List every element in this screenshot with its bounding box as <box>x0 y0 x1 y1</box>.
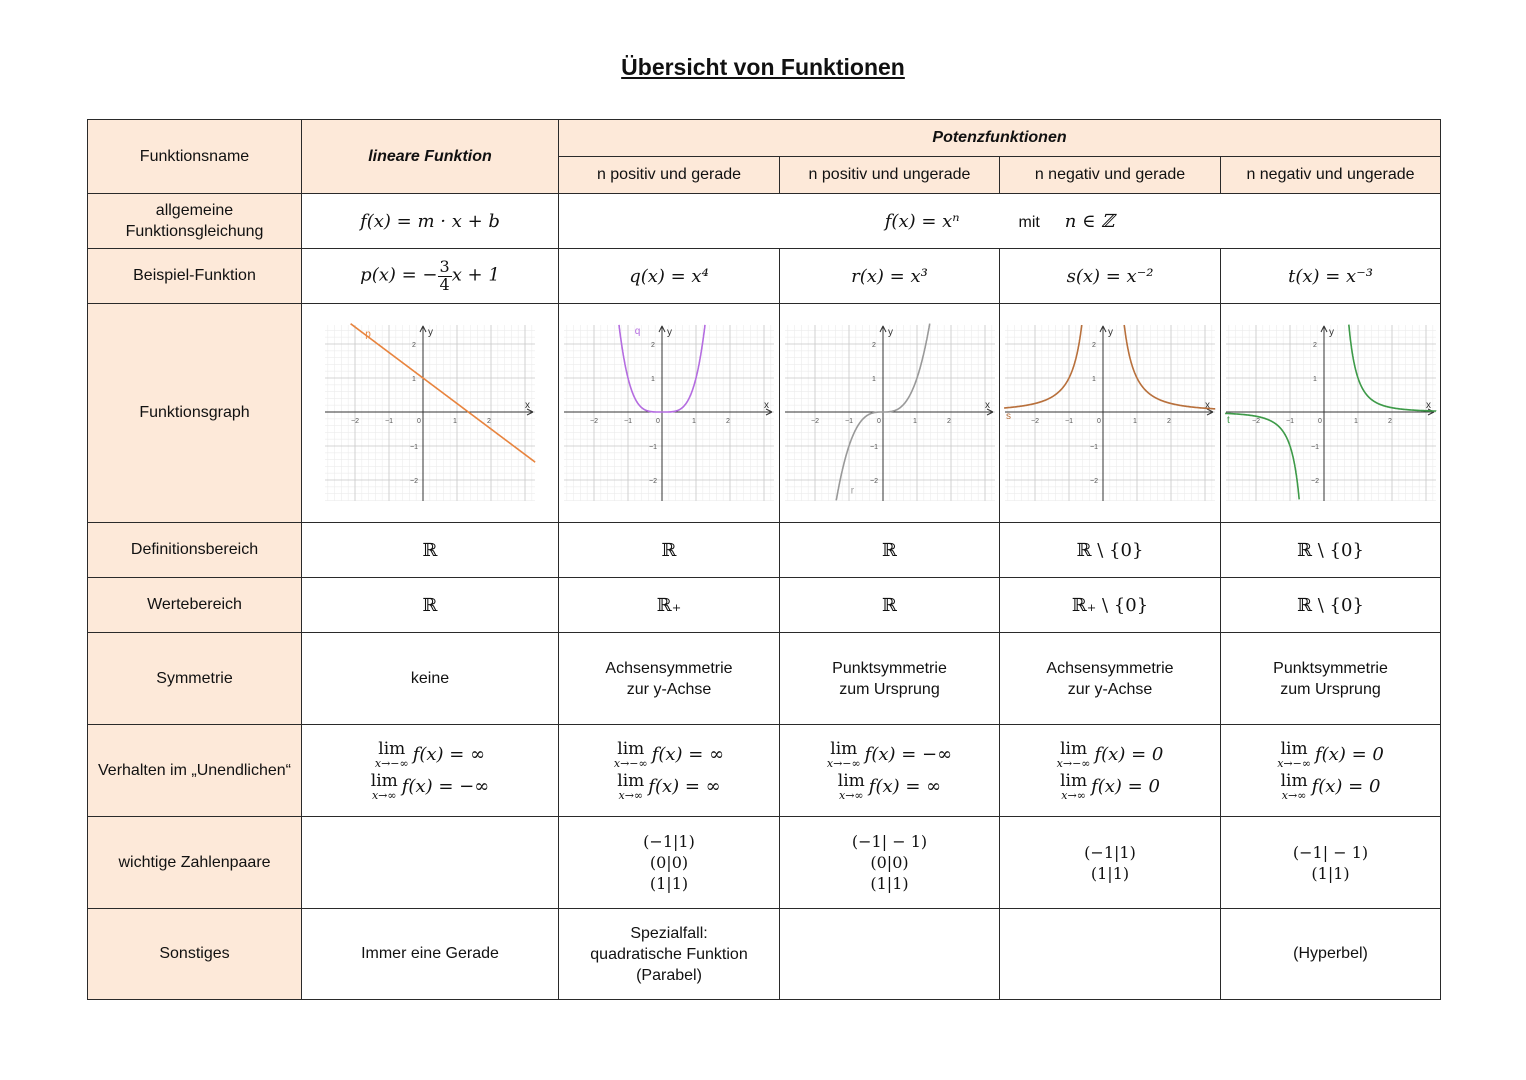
cell-verhalten-q: lim x→−∞ f(x) = ∞ lim x→∞ f(x) = ∞ <box>559 725 780 817</box>
cell-definition-linear: ℝ <box>302 523 559 578</box>
curve-label-p: p <box>365 329 371 341</box>
label-beispiel: Beispiel-Funktion <box>88 249 302 304</box>
cell-symmetrie-t: Punktsymmetrie zum Ursprung <box>1221 633 1441 725</box>
cell-beispiel-s: s(x) = x⁻² <box>1000 249 1221 304</box>
cell-definition-r: ℝ <box>780 523 1000 578</box>
cell-verhalten-s: lim x→−∞ f(x) = 0 lim x→∞ f(x) = 0 <box>1000 725 1221 817</box>
cell-allgemein-potenz <box>559 194 1441 249</box>
cell-verhalten-r: lim x→−∞ f(x) = −∞ lim x→∞ f(x) = ∞ <box>780 725 1000 817</box>
x-tick-label: −1 <box>1065 418 1073 425</box>
cell-werte-t: ℝ \ {0} <box>1221 578 1441 633</box>
x-axis-label: x <box>984 400 990 411</box>
cell-graph-r <box>780 304 1000 523</box>
x-tick-label: −2 <box>1251 418 1260 425</box>
formula-menge: n ∈ ℤ <box>1064 210 1115 232</box>
x-tick-label: 1 <box>692 418 696 425</box>
y-tick-label: −2 <box>1090 478 1098 485</box>
y-tick-label: 2 <box>651 342 655 349</box>
header-funktionsname: Funktionsname <box>88 120 302 194</box>
label-symmetrie: Symmetrie <box>88 633 302 725</box>
cell-symmetrie-s: Achsensymmetrie zur y-Achse <box>1000 633 1221 725</box>
y-axis-label: y <box>428 327 433 338</box>
page-title: Übersicht von Funktionen <box>621 54 905 80</box>
graph-p <box>323 323 537 503</box>
cell-werte-linear: ℝ <box>302 578 559 633</box>
x-tick-label: −1 <box>844 418 853 425</box>
curve-label-t: t <box>1226 415 1230 426</box>
x-tick-label: 2 <box>1167 418 1171 425</box>
graph-q <box>562 323 776 503</box>
x-tick-label: −1 <box>1285 418 1294 425</box>
cell-verhalten-linear: lim x→−∞ f(x) = ∞ lim x→∞ f(x) = −∞ <box>302 725 559 817</box>
y-tick-label: 2 <box>1312 342 1317 349</box>
cell-definition-q: ℝ <box>559 523 780 578</box>
cell-graph-p <box>302 304 559 523</box>
y-tick-label: −2 <box>410 478 418 485</box>
x-tick-label: 0 <box>876 418 881 425</box>
y-tick-label: 1 <box>871 376 876 383</box>
cell-beispiel-r: r(x) = x³ <box>780 249 1000 304</box>
x-axis-label: x <box>1425 400 1431 411</box>
label-definition: Definitionsbereich <box>88 523 302 578</box>
x-tick-label: 1 <box>453 418 457 425</box>
x-tick-label: −2 <box>590 418 598 425</box>
header-potenzfunktionen: Potenzfunktionen <box>559 120 1441 157</box>
x-tick-label: 0 <box>656 418 660 425</box>
x-tick-label: −2 <box>351 418 359 425</box>
x-tick-label: 0 <box>1097 418 1101 425</box>
y-tick-label: −1 <box>410 444 418 451</box>
y-tick-label: −1 <box>1090 444 1098 451</box>
cell-zahlenpaare-linear <box>302 817 559 909</box>
y-axis-label: y <box>1328 327 1334 338</box>
cell-definition-t: ℝ \ {0} <box>1221 523 1441 578</box>
y-tick-label: −2 <box>649 478 657 485</box>
cell-sonstiges-r <box>780 909 1000 1000</box>
graph-s <box>1003 323 1217 503</box>
y-tick-label: 1 <box>651 376 655 383</box>
y-tick-label: −2 <box>1310 478 1319 485</box>
header-n-negativ-ungerade: n negativ und ungerade <box>1221 157 1441 194</box>
cell-symmetrie-r: Punktsymmetrie zum Ursprung <box>780 633 1000 725</box>
label-sonstiges: Sonstiges <box>88 909 302 1000</box>
y-tick-label: 1 <box>1312 376 1317 383</box>
curve-label-s: s <box>1006 411 1011 422</box>
x-tick-label: 2 <box>726 418 730 425</box>
header-n-negativ-gerade: n negativ und gerade <box>1000 157 1221 194</box>
y-tick-label: −1 <box>1310 444 1319 451</box>
x-tick-label: 2 <box>487 418 491 425</box>
y-tick-label: −2 <box>869 478 878 485</box>
header-n-positiv-gerade: n positiv und gerade <box>559 157 780 194</box>
y-tick-label: 1 <box>1092 376 1096 383</box>
cell-werte-r: ℝ <box>780 578 1000 633</box>
x-axis-label: x <box>764 400 769 411</box>
y-axis-label: y <box>1108 327 1113 338</box>
x-axis-label: x <box>1205 400 1210 411</box>
y-axis-label: y <box>887 327 893 338</box>
label-zahlenpaare: wichtige Zahlenpaare <box>88 817 302 909</box>
cell-graph-t <box>1221 304 1441 523</box>
cell-beispiel-t: t(x) = x⁻³ <box>1221 249 1441 304</box>
cell-symmetrie-linear: keine <box>302 633 559 725</box>
header-n-positiv-ungerade: n positiv und ungerade <box>780 157 1000 194</box>
header-lineare-funktion: lineare Funktion <box>302 120 559 194</box>
function-overview-table <box>87 119 1441 1000</box>
cell-sonstiges-q: Spezialfall: quadratische Funktion (Parabel) <box>559 909 780 1000</box>
x-axis-label: x <box>525 400 530 411</box>
cell-beispiel-linear: p(x) = − $\frac{3}{4}$ x + 1 <box>302 249 559 304</box>
y-tick-label: 2 <box>871 342 876 349</box>
cell-zahlenpaare-s: (−1|1) (1|1) <box>1000 817 1221 909</box>
cell-werte-s: ℝ₊ \ {0} <box>1000 578 1221 633</box>
curve-p <box>351 324 536 462</box>
cell-zahlenpaare-r: (−1| − 1) (0|0) (1|1) <box>780 817 1000 909</box>
y-tick-label: 2 <box>412 342 416 349</box>
x-tick-label: −2 <box>810 418 819 425</box>
label-werte: Wertebereich <box>88 578 302 633</box>
formula-potenz: f(x) = xⁿ <box>884 210 960 232</box>
y-tick-label: 1 <box>412 376 416 383</box>
curve-label-r: r <box>850 485 854 497</box>
label-verhalten: Verhalten im „Unendlichen“ <box>88 725 302 817</box>
label-graph: Funktionsgraph <box>88 304 302 523</box>
cell-werte-q: ℝ₊ <box>559 578 780 633</box>
x-tick-label: 2 <box>1387 418 1392 425</box>
x-tick-label: 1 <box>1353 418 1358 425</box>
y-tick-label: 2 <box>1092 342 1096 349</box>
cell-symmetrie-q: Achsensymmetrie zur y-Achse <box>559 633 780 725</box>
cell-zahlenpaare-q: (−1|1) (0|0) (1|1) <box>559 817 780 909</box>
mit-label: mit <box>1018 213 1040 231</box>
x-tick-label: 0 <box>417 418 421 425</box>
cell-graph-s <box>1000 304 1221 523</box>
label-allgemein: allgemeine Funktionsgleichung <box>88 194 302 249</box>
x-tick-label: −1 <box>624 418 632 425</box>
curve-label-q: q <box>634 325 641 337</box>
cell-graph-q <box>559 304 780 523</box>
x-tick-label: −1 <box>385 418 393 425</box>
cell-definition-s: ℝ \ {0} <box>1000 523 1221 578</box>
x-tick-label: −2 <box>1031 418 1039 425</box>
x-tick-label: 2 <box>946 418 951 425</box>
y-tick-label: −1 <box>869 444 878 451</box>
cell-allgemein-linear: f(x) = m · x + b <box>302 194 559 249</box>
cell-beispiel-q: q(x) = x⁴ <box>559 249 780 304</box>
x-tick-label: 1 <box>912 418 917 425</box>
graph-r <box>783 323 997 503</box>
cell-sonstiges-s <box>1000 909 1221 1000</box>
cell-sonstiges-linear: Immer eine Gerade <box>302 909 559 1000</box>
x-tick-label: 1 <box>1133 418 1137 425</box>
cell-zahlenpaare-t: (−1| − 1) (1|1) <box>1221 817 1441 909</box>
y-tick-label: −1 <box>649 444 657 451</box>
graph-t <box>1224 323 1438 503</box>
y-axis-label: y <box>667 327 672 338</box>
cell-verhalten-t: lim x→−∞ f(x) = 0 lim x→∞ f(x) = 0 <box>1221 725 1441 817</box>
x-tick-label: 0 <box>1317 418 1322 425</box>
cell-sonstiges-t: (Hyperbel) <box>1221 909 1441 1000</box>
